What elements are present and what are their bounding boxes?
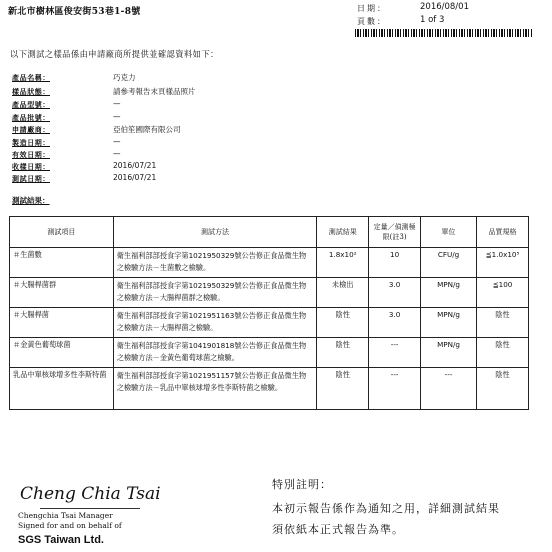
row-limit: 3.0 [369,278,421,308]
row-item: 乳品中單核球增多性李斯特菌 [10,368,114,410]
row-unit: --- [421,368,477,410]
signer-name: Chengchia Tsai Manager [18,511,113,520]
signature-script: Cheng Chia Tsai [20,484,161,504]
intro-text: 以下測試之樣品係由申請廠商所提供並確認資料如下： [10,49,219,59]
applicant-label: 申請廠商： [12,125,50,134]
date-label: 日期： [357,4,387,13]
row-item: ＃大腸桿菌群 [10,278,114,308]
row-result: 陰性 [317,368,369,410]
row-method: 衛生福利部部授食字第1021951163號公告修正食品微生物之檢驗方法－大腸桿菌之檢驗。 [113,308,317,338]
row-item: ＃生菌數 [10,248,114,278]
expiry-date-value: — [113,149,121,158]
sample-state-label: 樣品狀態： [12,87,50,96]
signature-line [40,508,140,509]
batch-label: 產品批號： [12,113,50,122]
row-limit: --- [369,338,421,368]
applicant-value: 亞伯笙國際有限公司 [113,125,181,134]
row-result: 未檢出 [317,278,369,308]
report-date: 2016/08/01 [420,2,469,12]
company-name: SGS Taiwan Ltd. [18,534,104,546]
row-limit: --- [369,368,421,410]
product-name-value: 巧克力 [113,73,136,82]
row-spec: ≦100 [476,278,528,308]
row-unit: MPN/g [421,308,477,338]
row-method: 衛生福利部部授食字第1021951157號公告修正食品微生物之檢驗方法－乳品中單核球增多性李斯特菌之檢驗。 [113,368,317,410]
product-name-label: 產品名稱： [12,73,50,82]
model-label: 產品型號： [12,100,50,109]
col-header-spec: 品質規格 [476,217,528,248]
row-method: 衛生福利部部授食字第1021950329號公告修正食品微生物之檢驗方法－大腸桿菌群之檢驗。 [113,278,317,308]
row-item: ＃金黃色葡萄球菌 [10,338,114,368]
col-header-item: 測試項目 [10,217,114,248]
row-item: ＃大腸桿菌 [10,308,114,338]
table-row [10,308,529,338]
row-limit: 10 [369,248,421,278]
barcode [355,29,533,37]
table-row [10,248,529,278]
page-label: 頁數： [357,17,387,26]
row-limit: 3.0 [369,308,421,338]
table-row [10,278,529,308]
col-header-result: 測試結果 [317,217,369,248]
note-line-1: 本初示報告係作為通知之用，詳細測試結果 [272,502,500,515]
page-count: 1 of 3 [420,15,445,25]
test-date-label: 測試日期： [12,174,50,183]
row-method: 衛生福利部部授食字第1041901818號公告修正食品微生物之檢驗方法－金黃色葡萄球菌之檢驗。 [113,338,317,368]
manufacture-date-label: 製造日期： [12,138,50,147]
row-result: 陰性 [317,308,369,338]
table-header-row [10,217,529,248]
row-spec: ≦1.0x10⁵ [476,248,528,278]
model-value: — [113,99,121,108]
row-unit: CFU/g [421,248,477,278]
lab-address: 新北市樹林區俊安街53巷1-8號 [8,7,141,17]
received-date-label: 收樣日期： [12,162,50,171]
received-date-value: 2016/07/21 [113,161,157,170]
row-spec: 陰性 [476,308,528,338]
manufacture-date-value: — [113,137,121,146]
table-row [10,338,529,368]
row-unit: MPN/g [421,278,477,308]
test-date-value: 2016/07/21 [113,173,157,182]
row-method: 衛生福利部部授食字第1021950329號公告修正食品微生物之檢驗方法－生菌數之檢驗。 [113,248,317,278]
sample-state-value: 請參考報告末頁樣品照片 [113,87,196,96]
note-title: 特別註明： [272,478,332,491]
row-spec: 陰性 [476,338,528,368]
signed-on-behalf: Signed for and on behalf of [18,521,122,530]
row-result: 1.8x10² [317,248,369,278]
col-header-limit: 定量／偵測極限(註3) [369,217,421,248]
expiry-date-label: 有效日期： [12,150,50,159]
results-table [9,216,529,410]
row-spec: 陰性 [476,368,528,410]
batch-value: — [113,112,121,121]
col-header-method: 測試方法 [113,217,317,248]
row-result: 陰性 [317,338,369,368]
col-header-unit: 單位 [421,217,477,248]
note-line-2: 須依紙本正式報告為準。 [272,523,404,536]
row-unit: MPN/g [421,338,477,368]
table-row [10,368,529,410]
results-title: 測試結果： [12,196,50,205]
